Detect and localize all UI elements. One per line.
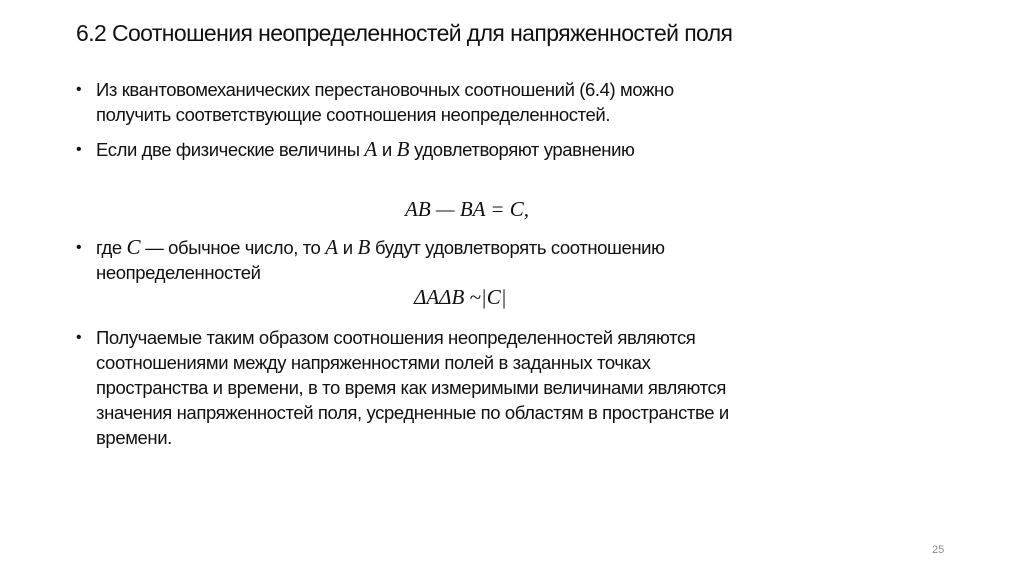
bullet-marker: • bbox=[76, 329, 82, 346]
bullet-3 bbox=[76, 235, 665, 285]
bullet-4-line-4: значения напряженностей поля, усредненные по областям в пространстве и bbox=[96, 402, 729, 423]
slide-title: 6.2 Соотношения неопределенностей для напряженностей поля bbox=[76, 20, 733, 46]
text-run: Если две физические величины bbox=[96, 139, 365, 160]
bullet-4-line-3: пространства и времени, в то время как измеримыми величинами являются bbox=[96, 377, 726, 398]
bullet-4 bbox=[76, 325, 729, 450]
text-run: — обычное число, то bbox=[140, 237, 326, 258]
bullet-4-line-5: времени. bbox=[96, 427, 172, 448]
bullet-1-line-1: Из квантовомеханических перестановочных соотношений (6.4) можно bbox=[96, 79, 674, 100]
math-variable-a: A bbox=[325, 235, 339, 259]
bullet-2-line-1 bbox=[96, 137, 635, 162]
math-variable-c: C bbox=[126, 235, 141, 259]
bullet-marker: • bbox=[76, 141, 82, 158]
text-run: будут удовлетворять соотношению bbox=[370, 237, 665, 258]
text-run: где bbox=[96, 237, 127, 258]
text-run: и bbox=[377, 139, 397, 160]
bullet-3-line-2: неопределенностей bbox=[96, 262, 261, 283]
text-run: удовлетворяют уравнению bbox=[409, 139, 635, 160]
equation-commutator: AB — BA = C, bbox=[405, 197, 530, 221]
bullet-4-line-1: Получаемые таким образом соотношения неопределенностей являются bbox=[96, 327, 696, 348]
page-number: 25 bbox=[932, 544, 945, 556]
math-variable-b: B bbox=[357, 235, 371, 259]
bullet-1-line-2: получить соответствующие соотношения неопределенностей. bbox=[96, 104, 611, 125]
math-variable-a: A bbox=[364, 137, 378, 161]
bullet-marker: • bbox=[76, 239, 82, 256]
math-variable-b: B bbox=[396, 137, 410, 161]
bullet-2 bbox=[76, 137, 635, 162]
text-run: и bbox=[338, 237, 358, 258]
bullet-4-line-2: соотношениями между напряженностями полей в заданных точках bbox=[96, 352, 651, 373]
equation-uncertainty: ΔAΔB ~|C| bbox=[414, 285, 507, 309]
bullet-1 bbox=[76, 77, 674, 127]
bullet-3-line-1 bbox=[96, 235, 665, 260]
bullet-marker: • bbox=[76, 81, 82, 98]
